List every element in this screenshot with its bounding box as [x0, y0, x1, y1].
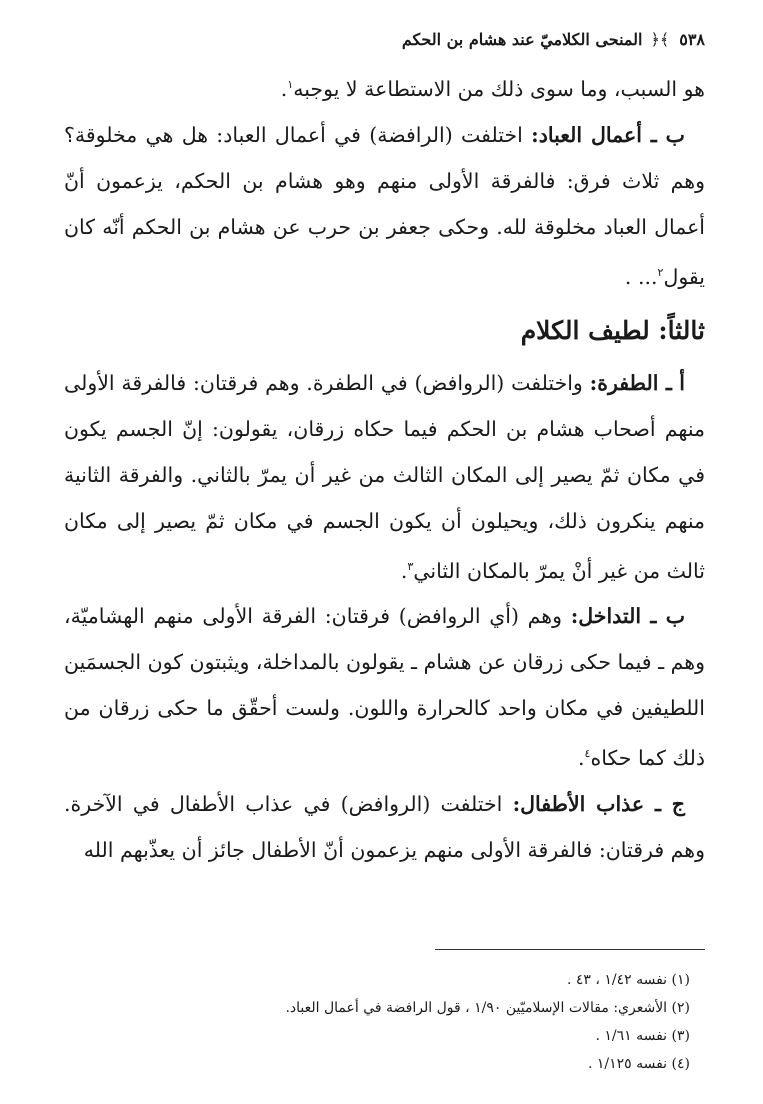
footnotes — [64, 966, 705, 1078]
main-text — [64, 62, 705, 873]
subheading: ب ـ أعمال العباد: — [531, 122, 685, 147]
paragraph: ب ـ التداخل: وهم (أي الروافض) فرقتان: الفرقة الأولى منهم الهشاميّة، وهم ـ فيما حكى زرقان عن هشام ـ يقولون بالمداخلة، ويثبتون كون الجسمَين اللطيفين في مكان واحد كالحرارة واللون. ولست أحقّق ما حكى زرقان من ذلك كما حكاه$^٤$. — [64, 604, 705, 771]
header-ornament: ﴾﴿ — [650, 30, 670, 49]
footnote: (١) نفسه ١/٤٢ ، ٤٣ . — [567, 972, 690, 989]
running-title: المنحى الكلاميّ عند هشام بن الحكم — [401, 30, 643, 49]
footnote-ref[interactable]: ١ — [287, 78, 294, 91]
subheading: ب ـ التداخل: — [570, 604, 685, 629]
footnote-ref[interactable]: ٤ — [584, 747, 591, 761]
footnote-divider — [435, 949, 705, 950]
footnote: (٤) نفسه ١/١٢٥ . — [587, 1056, 690, 1073]
paragraph: ج ـ عذاب الأطفال: اختلفت (الروافض) في عذاب الأطفال في الآخرة. وهم فرقتان: فالفرقة الأولى منهم يزعمون أنّ الأطفال جائز أن يعذّبهم الله — [64, 792, 705, 863]
paragraph: هو السبب، وما سوى ذلك من الاستطاعة لا يوجبه$^١$. — [280, 76, 705, 101]
running-header — [64, 30, 705, 62]
footnote-ref[interactable]: ٣ — [407, 559, 414, 573]
subheading: ج ـ عذاب الأطفال: — [512, 792, 686, 817]
paragraph: أ ـ الطفرة: واختلفت (الروافض) في الطفرة. وهم فرقتان: فالفرقة الأولى منهم أصحاب هشام بن الحكم فيما حكاه زرقان، يقولون: إنّ الجسم يكون في مكان ثمّ يصير إلى المكان الثالث من غير أن يمرّ بالثاني. والفرقة الثانية منهم ينكرون ذلك، ويحيلون أن يكون الجسم في مكان ثمّ يصير إلى مكان ثالث من غير أنْ يمرّ بالمكان الثاني$^٣$. — [64, 370, 705, 583]
section-title: ثالثاً: لطيف الكلام — [520, 315, 705, 345]
footnote: (٣) نفسه ١/٦١ . — [595, 1028, 690, 1045]
footnote: (٢) الأشعري: مقالات الإسلاميّين ١/٩٠ ، قول الرافضة في أعمال العباد. — [285, 1000, 690, 1017]
page-number: ٥٣٨ — [679, 30, 705, 49]
footnote-ref[interactable]: ٢ — [657, 265, 664, 279]
subheading: أ ـ الطفرة: — [589, 370, 685, 395]
paragraph: ب ـ أعمال العباد: اختلفت (الرافضة) في أعمال العباد: هل هي مخلوقة؟ وهم ثلاث فرق: فالفرقة الأولى منهم وهو هشام بن الحكم، يزعمون أنّ أعمال العباد مخلوقة لله. وحكى جعفر بن حرب عن هشام بن الحكم أنّه كان يقول$^٢$... . — [64, 122, 705, 289]
